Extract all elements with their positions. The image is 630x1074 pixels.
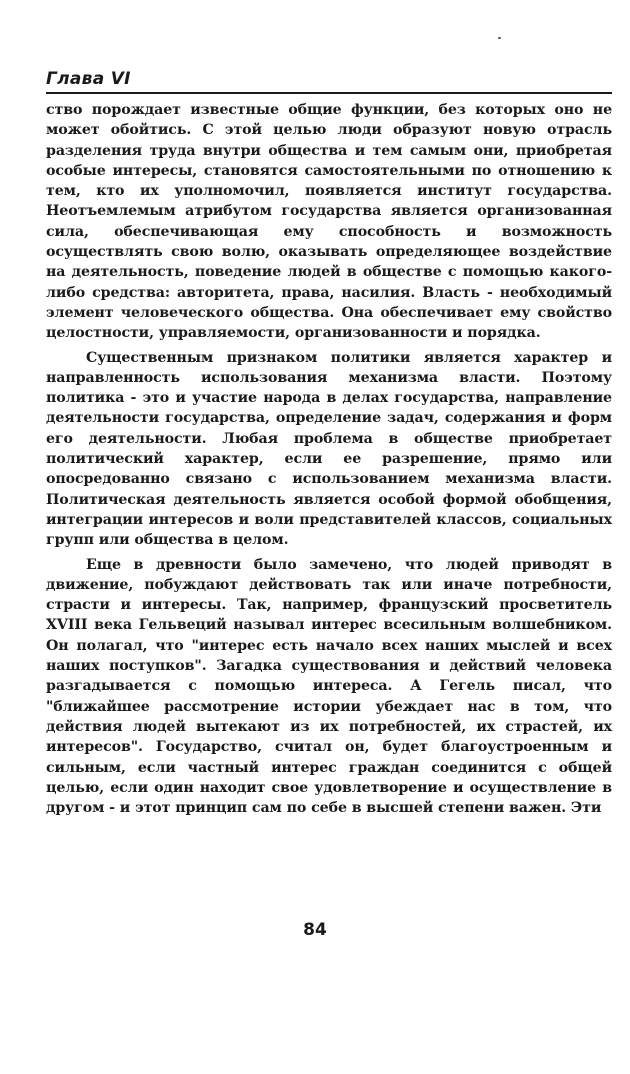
scan-speck bbox=[498, 37, 501, 39]
body-text bbox=[46, 100, 612, 818]
paragraph: ство порождает известные общие функции, без которых оно не может обойтись. С этой целью люди образуют новую отрасль разделения труда внутри общества и тем самым они, приобретая особые интересы, становятся самостоятельными по отношению к тем, кто их уполномочил, появляется институт государства. Неотъемлемым атрибутом государства является организованная сила, обеспечивающая ему способность и возможность осуществлять свою волю, оказывать определяющее воздействие на деятельность, поведение людей в обществе с помощью какого-либо средства: авторитета, права, насилия. Власть - необходимый элемент человеческого общества. Она обеспечивает ему свойство целостности, управляемости, организованности и порядка. bbox=[46, 102, 612, 342]
paragraph: Еще в древности было замечено, что людей приводят в движение, побуждают действовать так или иначе потребности, страсти и интересы. Так, например, французский просветитель XVIII века Гельвеций называл интерес всесильным волшебником. Он полагал, что "интерес есть начало всех наших мыслей и всех наших поступков". Загадка существования и действий человека разгадывается с помощью интереса. А Гегель писал, что "ближайшее рассмотрение истории убеждает нас в том, что действия людей вытекают из их потребностей, их страстей, их интересов". Государство, считал он, будет благоустроенным и сильным, если частный интерес граждан соединится с общей целью, если один находит свое удовлетворение и осуществление в другом - и этот принцип сам по себе в высшей степени важен. Эти bbox=[46, 556, 612, 817]
paragraph: Существенным признаком политики является характер и направленность использования механизма власти. Поэтому политика - это и участие народа в делах государства, направление деятельности государства, определение задач, содержания и форм его деятельности. Любая проблема в обществе приобретает политический характер, если ее разрешение, прямо или опосредованно связано с использованием механизма власти. Политическая деятельность является особой формой обобщения, интеграции интересов и воли представителей классов, социальных групп или общества в целом. bbox=[46, 349, 612, 549]
page-number: 84 bbox=[303, 920, 327, 940]
chapter-title: Глава VI bbox=[46, 69, 131, 89]
page-header bbox=[46, 62, 612, 94]
